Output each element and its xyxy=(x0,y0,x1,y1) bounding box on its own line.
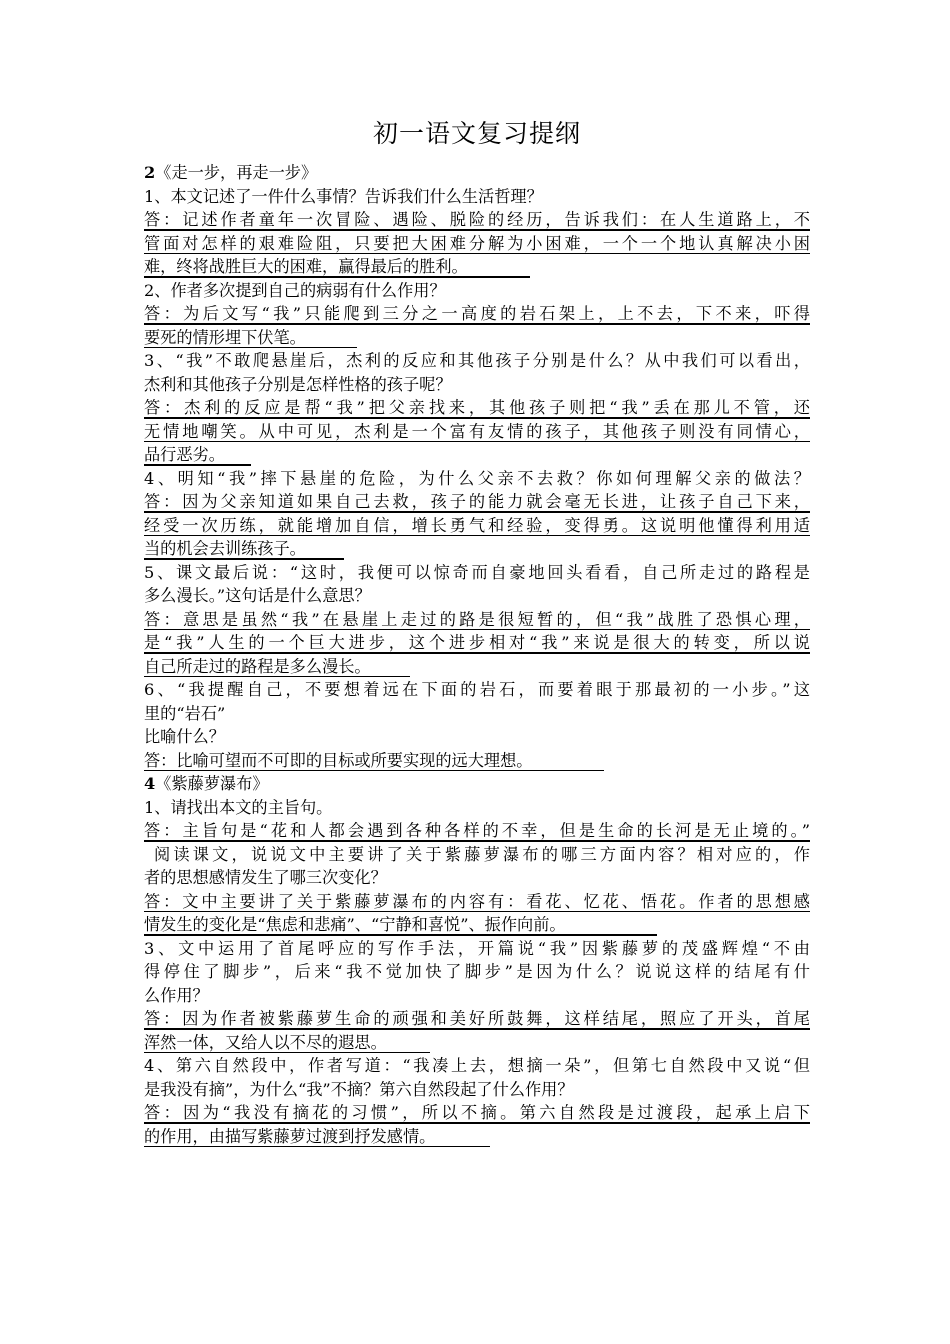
question-line: 者的思想感情发生了哪三次变化？ xyxy=(144,868,387,887)
answer-line: 当的机会去训练孩子。 xyxy=(144,537,810,561)
question-line: 6、“我提醒自己，不要想着远在下面的岩石，而要着眼于那最初的一小步。”这 xyxy=(144,680,810,699)
answer-line: 答：文中主要讲了关于紫藤萝瀑布的内容有：看花、忆花、悟花。作者的思想感 xyxy=(144,890,810,914)
answer-line: 是“我”人生的一个巨大进步，这个进步相对“我”来说是很大的转变，所以说 xyxy=(144,631,810,655)
section-number: 2 xyxy=(144,163,156,182)
answer-line: 答：主旨句是“花和人都会遇到各种各样的不幸，但是生命的长河是无止境的。” xyxy=(144,819,810,843)
answer-line: 答：因为“我没有摘花的习惯”，所以不摘。第六自然段是过渡段，起承上启下 xyxy=(144,1101,810,1125)
question-line: 是我没有摘”，为什么“我”不摘？第六自然段起了什么作用？ xyxy=(144,1079,574,1099)
answer-line: 难，终将战胜巨大的困难，赢得最后的胜利。 xyxy=(144,255,810,279)
question-line: 比喻什么？ xyxy=(144,727,225,746)
document-title: 初一语文复习提纲 xyxy=(372,119,581,148)
answer-line: 答：因为父亲知道如果自己去救，孩子的能力就会毫无长进，让孩子自己下来， xyxy=(144,490,810,514)
answer-line: 管面对怎样的艰难险阻，只要把大困难分解为小困难，一个一个地认真解决小困 xyxy=(144,232,810,256)
question-line: 得停住了脚步”，后来“我不觉加快了脚步”是因为什么？说说这样的结尾有什 xyxy=(144,962,810,981)
question-line: 4、明知“我”摔下悬崖的危险，为什么父亲不去救？你如何理解父亲的做法？ xyxy=(144,468,810,488)
document-body xyxy=(144,161,810,1148)
question-line: 么作用？ xyxy=(144,985,209,1005)
question-line: 3、“我”不敢爬悬崖后，杰利的反应和其他孩子分别是什么？从中我们可以看出， xyxy=(144,351,810,370)
answer-line: 答：为后文写“我”只能爬到三分之一高度的岩石架上，上不去，下不来，吓得 xyxy=(144,302,810,326)
question-line: 4、第六自然段中，作者写道：“我凑上去，想摘一朵”，但第七自然段中又说“但 xyxy=(144,1056,810,1075)
section-heading xyxy=(144,772,810,796)
answer-line: 经受一次历练，就能增加自信，增长勇气和经验，变得勇。这说明他懂得利用适 xyxy=(144,514,810,538)
question-line: 杰利和其他孩子分别是怎样性格的孩子呢？ xyxy=(144,374,452,394)
answer-line: 浑然一体，又给人以不尽的遐思。 xyxy=(144,1031,810,1055)
answer-line: 品行恶劣。 xyxy=(144,443,810,467)
question-line: 1、本文记述了一件什么事情？告诉我们什么生活哲理？ xyxy=(144,186,543,206)
section-number: 4 xyxy=(144,774,156,793)
answer-line: 无情地嘲笑。从中可见，杰利是一个富有友情的孩子，其他孩子则没有同情心， xyxy=(144,420,810,444)
section-title: 《走一步，再走一步》 xyxy=(155,163,318,182)
answer-line: 要死的情形埋下伏笔。 xyxy=(144,326,810,350)
section-heading xyxy=(144,161,810,185)
answer-line: 答：因为作者被紫藤萝生命的顽强和美好所鼓舞，这样结尾，照应了开头，首尾 xyxy=(144,1007,810,1031)
answer-line: 的作用，由描写紫藤萝过渡到抒发感情。 xyxy=(144,1125,810,1149)
question-line: 2、作者多次提到自己的病弱有什么作用？ xyxy=(144,280,446,300)
question-line: 3、文中运用了首尾呼应的写作手法，开篇说“我”因紫藤萝的茂盛辉煌“不由 xyxy=(144,938,810,958)
question-line: 多么漫长。”这句话是什么意思？ xyxy=(144,586,371,605)
question-line: 1、请找出本文的主旨句。 xyxy=(144,797,333,817)
section-title: 《紫藤萝瀑布》 xyxy=(155,774,269,793)
answer-line: 答：比喻可望而不可即的目标或所要实现的远大理想。 xyxy=(144,749,810,773)
answer-line: 答：意思是虽然“我”在悬崖上走过的路是很短暂的，但“我”战胜了恐惧心理， xyxy=(144,608,810,632)
question-line: 里的“岩石” xyxy=(144,703,226,723)
answer-line: 情发生的变化是“焦虑和悲痛”、“宁静和喜悦”、振作向前。 xyxy=(144,913,810,937)
question-line: 阅读课文，说说文中主要讲了关于紫藤萝瀑布的哪三方面内容？相对应的，作 xyxy=(154,844,810,864)
answer-line: 答：杰利的反应是帮“我”把父亲找来，其他孩子则把“我”丢在那儿不管，还 xyxy=(144,396,810,420)
answer-line: 自己所走过的路程是多么漫长。 xyxy=(144,655,810,679)
answer-line: 答：记述作者童年一次冒险、遇险、脱险的经历，告诉我们：在人生道路上，不 xyxy=(144,208,810,232)
question-line: 5、课文最后说：“这时，我便可以惊奇而自豪地回头看看，自己所走过的路程是 xyxy=(144,562,810,582)
